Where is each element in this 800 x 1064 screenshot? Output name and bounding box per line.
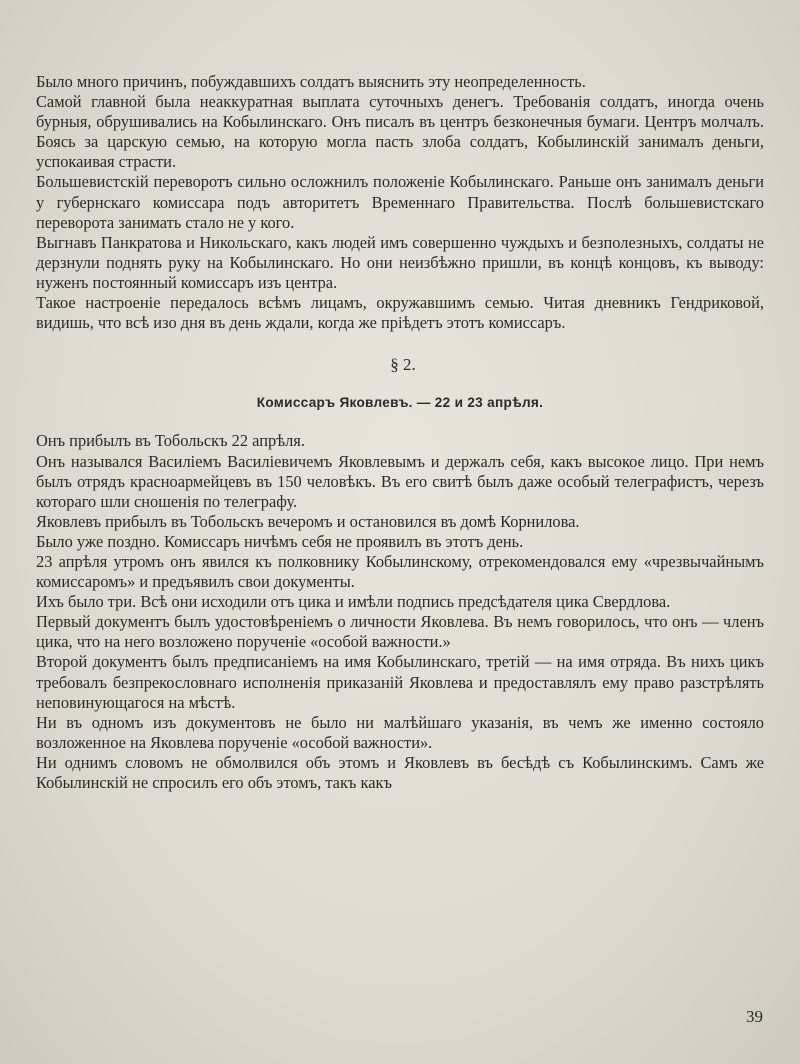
section-number: § 2. xyxy=(390,355,416,375)
paragraph: Онъ прибылъ въ Тобольскъ 22 апрѣля. xyxy=(36,431,305,451)
paragraph: Первый документъ былъ удостовѣреніемъ о личности Яковлева. Въ немъ говорилось, что онъ — членъ цика, что на него возложено порученіе «особой важности.» xyxy=(36,612,764,652)
paragraph: Такое настроеніе передалось всѣмъ лицамъ, окружавшимъ семью. Читая дневникъ Гендриковой, видишь, что всѣ изо дня въ день ждали, когда же пріѣдетъ этотъ комиссаръ. xyxy=(36,293,764,333)
page-number: 39 xyxy=(746,1007,763,1026)
paragraph: Второй документъ былъ предписаніемъ на имя Кобылинскаго, третій — на имя отряда. Въ нихъ цикъ требовалъ безпрекословнаго исполненія приказаній Яковлева и предоставлялъ ему право разстрѣлять неповинующагося на мѣстѣ. xyxy=(36,652,764,712)
paragraph: Ни однимъ словомъ не обмолвился объ этомъ и Яковлевъ въ бесѣдѣ съ Кобылинскимъ. Самъ же Кобылинскій не спросилъ его объ этомъ, такъ какъ xyxy=(36,752,764,792)
paragraph: Онъ назывался Василіемъ Василіевичемъ Яковлевымъ и держалъ себя, какъ высокое лицо. При немъ былъ отрядъ красноармейцевъ въ 150 человѣкъ. Въ его свитѣ былъ даже особый телеграфистъ, черезъ котораго шли сношенія по телеграфу. xyxy=(36,451,764,511)
paragraph: Большевистскій переворотъ сильно осложнилъ положеніе Кобылинскаго. Раньше онъ занималъ деньги у губернскаго комиссара подъ авторитетъ Временнаго Правительства. Послѣ большевистскаго переворота занимать стало не у кого. xyxy=(36,172,764,232)
paragraph: Яковлевъ прибылъ въ Тобольскъ вечеромъ и остановился въ домѣ Корнилова. xyxy=(36,511,580,531)
paragraph: Было уже поздно. Комиссаръ ничѣмъ себя не проявилъ въ этотъ день. xyxy=(36,531,524,551)
paragraph: Самой главной была неаккуратная выплата суточныхъ денегъ. Требованія солдатъ, иногда очень бурныя, обрушивались на Кобылинскаго. Онъ писалъ въ центръ безконечныя бумаги. Центръ молчалъ. Боясь за царскую семью, на которую могла пасть злоба солдатъ, Кобылинскій занималъ деньги, успокаивая страсти. xyxy=(36,92,764,172)
paragraph: 23 апрѣля утромъ онъ явился къ полковнику Кобылинскому, отрекомендовался ему «чрезвычайнымъ комиссаромъ» и предъявилъ свои документы. xyxy=(36,551,764,592)
page-text xyxy=(36,72,764,793)
paragraph: Было много причинъ, побуждавшихъ солдатъ выяснить эту неопределенность. xyxy=(36,72,586,91)
section-heading: Комиссаръ Яковлевъ. — 22 и 23 апрѣля. xyxy=(256,395,544,411)
paragraph: Выгнавъ Панкратова и Никольскаго, какъ людей имъ совершенно чуждыхъ и безполезныхъ, солдаты не дерзнули поднять руку на Кобылинскаго. Но они неизбѣжно пришли, въ концѣ концовъ, къ выводу: нуженъ постоянный комиссаръ изъ центра. xyxy=(36,232,764,292)
paragraph: Ни въ одномъ изъ документовъ не было ни малѣйшаго указанія, въ чемъ же именно состояло возложенное на Яковлева порученіе «особой важности». xyxy=(36,712,764,752)
paragraph: Ихъ было три. Всѣ они исходили отъ цика и имѣли подпись предсѣдателя цика Свердлова. xyxy=(36,592,671,612)
